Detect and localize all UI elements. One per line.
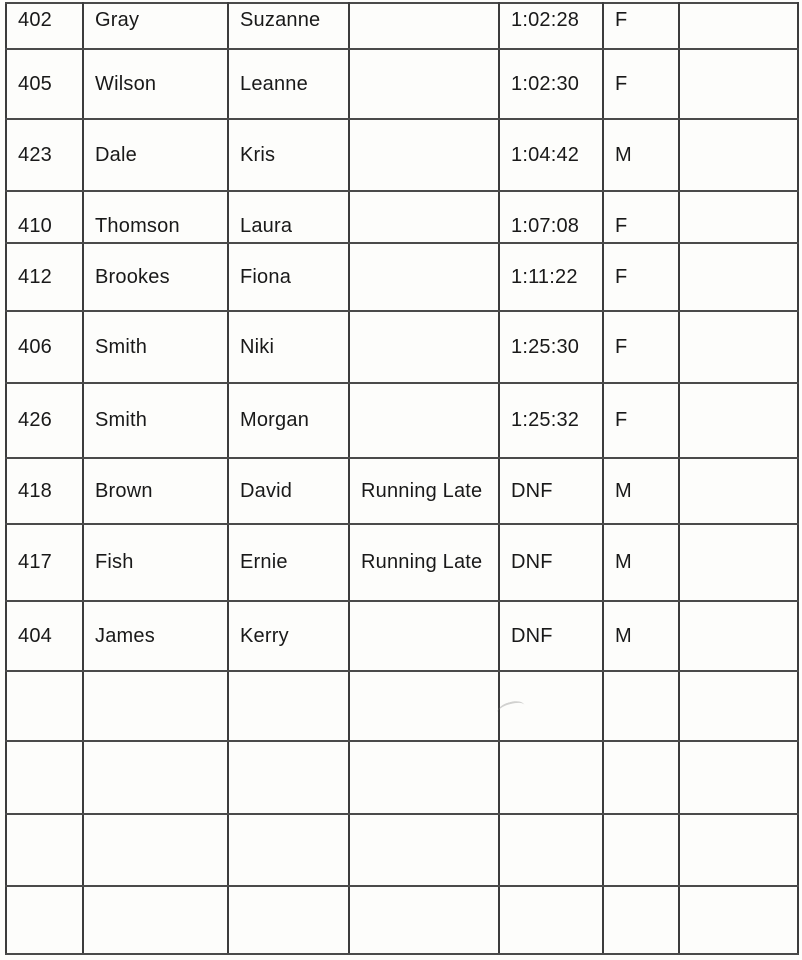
blank-cell — [679, 886, 798, 954]
bib-number-cell — [6, 741, 83, 814]
table-row — [6, 458, 798, 524]
first-name-cell: Morgan — [228, 383, 349, 458]
bib-number-cell — [6, 814, 83, 886]
time-cell: DNF — [499, 458, 603, 524]
time-cell: DNF — [499, 601, 603, 671]
gender-cell: M — [603, 119, 679, 191]
time-cell — [499, 814, 603, 886]
note-cell — [349, 119, 499, 191]
time-cell — [499, 886, 603, 954]
surname-cell: Smith — [83, 383, 228, 458]
first-name-cell: Niki — [228, 311, 349, 383]
surname-cell: Dale — [83, 119, 228, 191]
time-cell: 1:02:30 — [499, 49, 603, 119]
table-row — [6, 119, 798, 191]
table-row — [6, 49, 798, 119]
gender-cell: F — [603, 49, 679, 119]
surname-cell: Brookes — [83, 243, 228, 311]
first-name-cell: Laura — [228, 191, 349, 243]
note-cell — [349, 814, 499, 886]
note-cell — [349, 601, 499, 671]
bib-number-cell: 418 — [6, 458, 83, 524]
bib-number-cell: 417 — [6, 524, 83, 601]
time-cell: 1:25:32 — [499, 383, 603, 458]
gender-cell — [603, 886, 679, 954]
gender-cell: F — [603, 3, 679, 49]
surname-cell — [83, 814, 228, 886]
table-row — [6, 243, 798, 311]
time-cell — [499, 741, 603, 814]
blank-cell — [679, 814, 798, 886]
first-name-cell — [228, 814, 349, 886]
note-cell — [349, 311, 499, 383]
gender-cell: F — [603, 311, 679, 383]
first-name-cell — [228, 886, 349, 954]
surname-cell: Smith — [83, 311, 228, 383]
blank-cell — [679, 243, 798, 311]
blank-cell — [679, 458, 798, 524]
bib-number-cell: 406 — [6, 311, 83, 383]
blank-cell — [679, 49, 798, 119]
gender-cell: M — [603, 458, 679, 524]
time-cell: 1:02:28 — [499, 3, 603, 49]
table-row — [6, 311, 798, 383]
table-row — [6, 601, 798, 671]
first-name-cell — [228, 741, 349, 814]
gender-cell: F — [603, 191, 679, 243]
note-cell — [349, 191, 499, 243]
time-cell: DNF — [499, 524, 603, 601]
gender-cell: M — [603, 524, 679, 601]
surname-cell: James — [83, 601, 228, 671]
table-row — [6, 741, 798, 814]
time-cell: 1:07:08 — [499, 191, 603, 243]
blank-cell — [679, 601, 798, 671]
surname-cell: Gray — [83, 3, 228, 49]
table-row — [6, 191, 798, 243]
first-name-cell: Kris — [228, 119, 349, 191]
first-name-cell: Kerry — [228, 601, 349, 671]
bib-number-cell: 412 — [6, 243, 83, 311]
gender-cell: F — [603, 243, 679, 311]
bib-number-cell — [6, 886, 83, 954]
surname-cell: Thomson — [83, 191, 228, 243]
blank-cell — [679, 524, 798, 601]
first-name-cell: Leanne — [228, 49, 349, 119]
gender-cell — [603, 671, 679, 741]
surname-cell — [83, 741, 228, 814]
note-cell — [349, 741, 499, 814]
bib-number-cell: 405 — [6, 49, 83, 119]
surname-cell — [83, 671, 228, 741]
gender-cell: F — [603, 383, 679, 458]
note-cell — [349, 49, 499, 119]
table-row — [6, 524, 798, 601]
table-row — [6, 886, 798, 954]
first-name-cell — [228, 671, 349, 741]
note-cell: Running Late — [349, 524, 499, 601]
table-row — [6, 3, 798, 49]
blank-cell — [679, 671, 798, 741]
blank-cell — [679, 741, 798, 814]
note-cell: Running Late — [349, 458, 499, 524]
surname-cell — [83, 886, 228, 954]
bib-number-cell: 426 — [6, 383, 83, 458]
surname-cell: Wilson — [83, 49, 228, 119]
table-row — [6, 814, 798, 886]
bib-number-cell: 404 — [6, 601, 83, 671]
first-name-cell: Suzanne — [228, 3, 349, 49]
results-table — [5, 2, 799, 955]
gender-cell: M — [603, 601, 679, 671]
table-row — [6, 671, 798, 741]
first-name-cell: Ernie — [228, 524, 349, 601]
surname-cell: Brown — [83, 458, 228, 524]
note-cell — [349, 886, 499, 954]
note-cell — [349, 383, 499, 458]
surname-cell: Fish — [83, 524, 228, 601]
first-name-cell: Fiona — [228, 243, 349, 311]
bib-number-cell: 410 — [6, 191, 83, 243]
note-cell — [349, 3, 499, 49]
table-row — [6, 383, 798, 458]
bib-number-cell — [6, 671, 83, 741]
blank-cell — [679, 311, 798, 383]
blank-cell — [679, 3, 798, 49]
note-cell — [349, 243, 499, 311]
blank-cell — [679, 119, 798, 191]
first-name-cell: David — [228, 458, 349, 524]
bib-number-cell: 402 — [6, 3, 83, 49]
gender-cell — [603, 741, 679, 814]
time-cell: 1:04:42 — [499, 119, 603, 191]
note-cell — [349, 671, 499, 741]
time-cell: 1:25:30 — [499, 311, 603, 383]
gender-cell — [603, 814, 679, 886]
blank-cell — [679, 191, 798, 243]
bib-number-cell: 423 — [6, 119, 83, 191]
blank-cell — [679, 383, 798, 458]
time-cell: 1:11:22 — [499, 243, 603, 311]
